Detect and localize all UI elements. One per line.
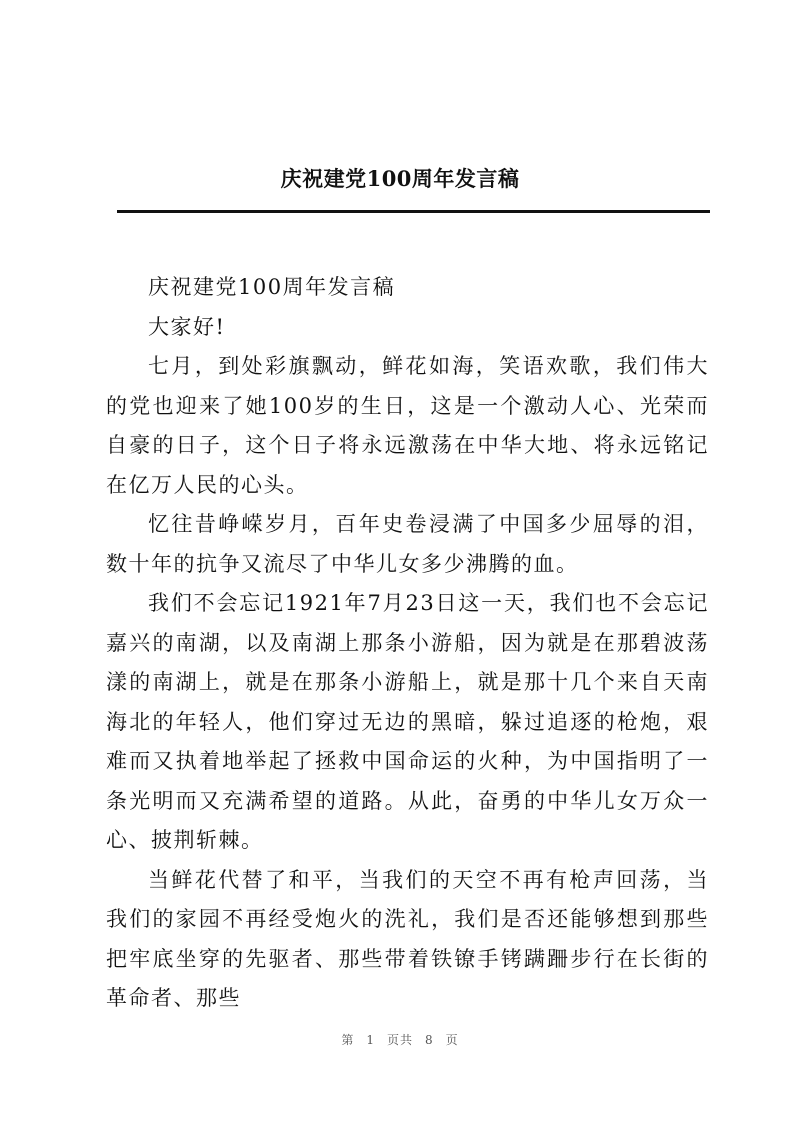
footer-total-pages: 8 [425, 1033, 434, 1047]
footer-page-number: 1 [366, 1033, 375, 1047]
paragraph: 忆往昔峥嵘岁月，百年史卷浸满了中国多少屈辱的泪，数十年的抗争又流尽了中华儿女多少沸腾的血。 [106, 512, 709, 576]
paragraph-heading: 庆祝建党100周年发言稿 [148, 275, 396, 299]
paragraph: 当鲜花代替了和平，当我们的天空不再有枪声回荡，当我们的家园不再经受炮火的洗礼，我们是否还能够想到那些把牢底坐穿的先驱者、那些带着铁镣手铐蹒跚步行在长街的革命者、那些 [106, 867, 709, 1010]
paragraph: 我们不会忘记1921年7月23日这一天，我们也不会忘记嘉兴的南湖，以及南湖上那条小游船，因为就是在那碧波荡漾的南湖上，就是在那条小游船上，就是那十几个来自天南海北的年轻人，他们穿过无边的黑暗，躲过追逐的枪炮，艰难而又执着地举起了拯救中国命运的火种，为中国指明了一条光明而又充满希望的道路。从此，奋勇的中华儿女万众一心、披荆斩棘。 [106, 591, 709, 852]
footer-suffix: 页 [445, 1033, 459, 1047]
page-title: 庆祝建党100周年发言稿 [280, 166, 520, 191]
footer-middle: 页共 [386, 1033, 413, 1047]
document-body [106, 268, 709, 1019]
paragraph: 七月，到处彩旗飘动，鲜花如海，笑语欢歌，我们伟大的党也迎来了她100岁的生日，这是一个激动人心、光荣而自豪的日子，这个日子将永远激荡在中华大地、将永远铭记在亿万人民的心头。 [106, 354, 709, 497]
footer-prefix: 第 [341, 1033, 355, 1047]
title-divider [117, 210, 710, 213]
page-footer [0, 1031, 800, 1048]
paragraph-greeting: 大家好! [148, 314, 226, 339]
